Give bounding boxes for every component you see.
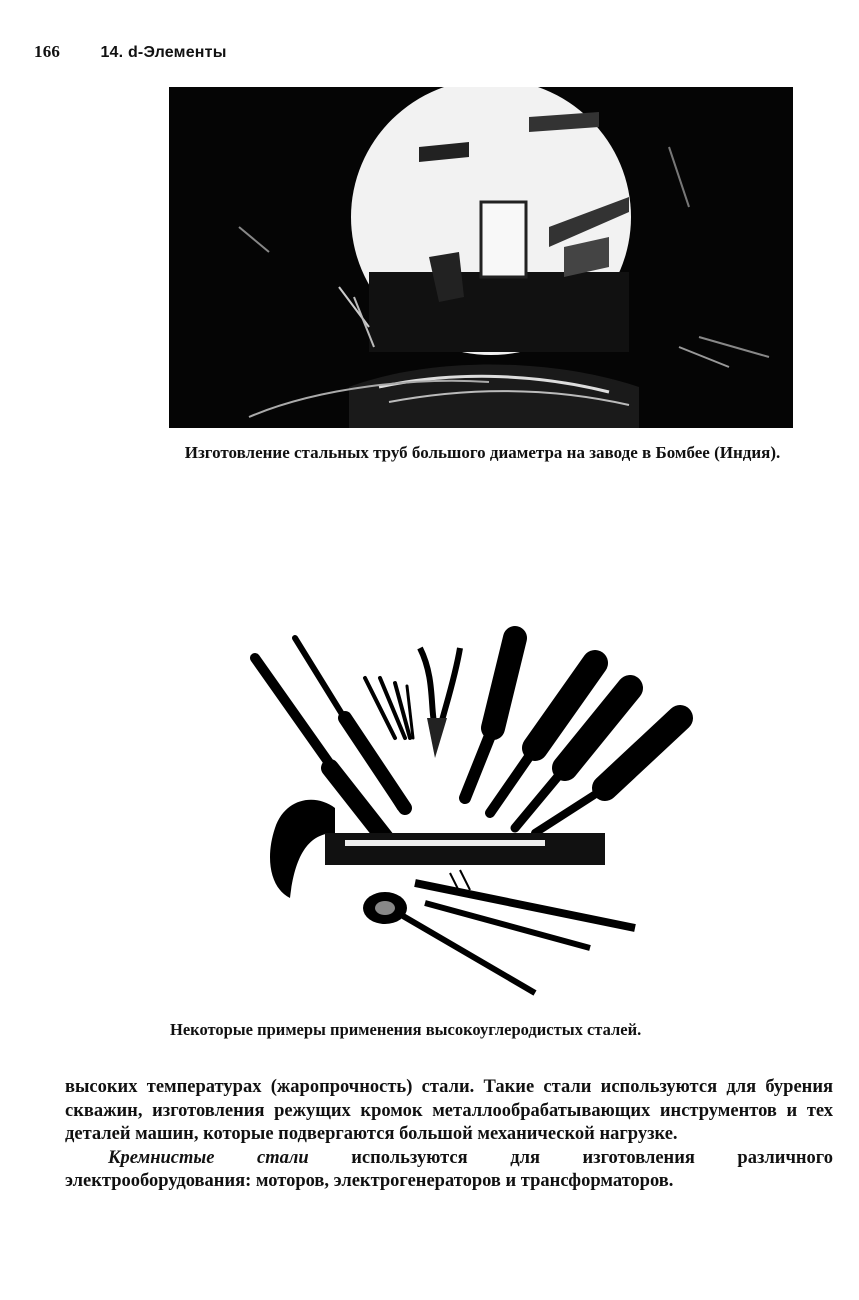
paragraph: высоких температурах (жаропрочность) стали. Такие стали используются для бурения скважин, изготовления режущих кромок металлообрабатывающих инструментов и тех деталей машин, которые подвергаются большой механической нагрузке. bbox=[65, 1077, 833, 1144]
paragraph-rest: используются для изготовления различного электрооборудования: моторов, электрогенераторов и трансформаторов. bbox=[65, 1147, 833, 1191]
page-header bbox=[34, 42, 227, 62]
body-text bbox=[65, 1076, 833, 1194]
paragraph bbox=[65, 1147, 833, 1194]
figure1-caption-text: Изготовление стальных труб большого диаметра на заводе в Бомбее (Индия). bbox=[184, 443, 781, 462]
term-silicon-steels: Кремнистые стали bbox=[108, 1147, 309, 1168]
page-number: 166 bbox=[34, 42, 61, 61]
steel-tools-photo bbox=[235, 618, 705, 1008]
chapter-title: 14. d-Элементы bbox=[100, 44, 227, 61]
figure1-caption bbox=[0, 443, 859, 463]
steel-pipe-photo bbox=[169, 87, 793, 428]
figure2-caption: Некоторые примеры применения высокоуглеродистых сталей. bbox=[170, 1020, 642, 1039]
